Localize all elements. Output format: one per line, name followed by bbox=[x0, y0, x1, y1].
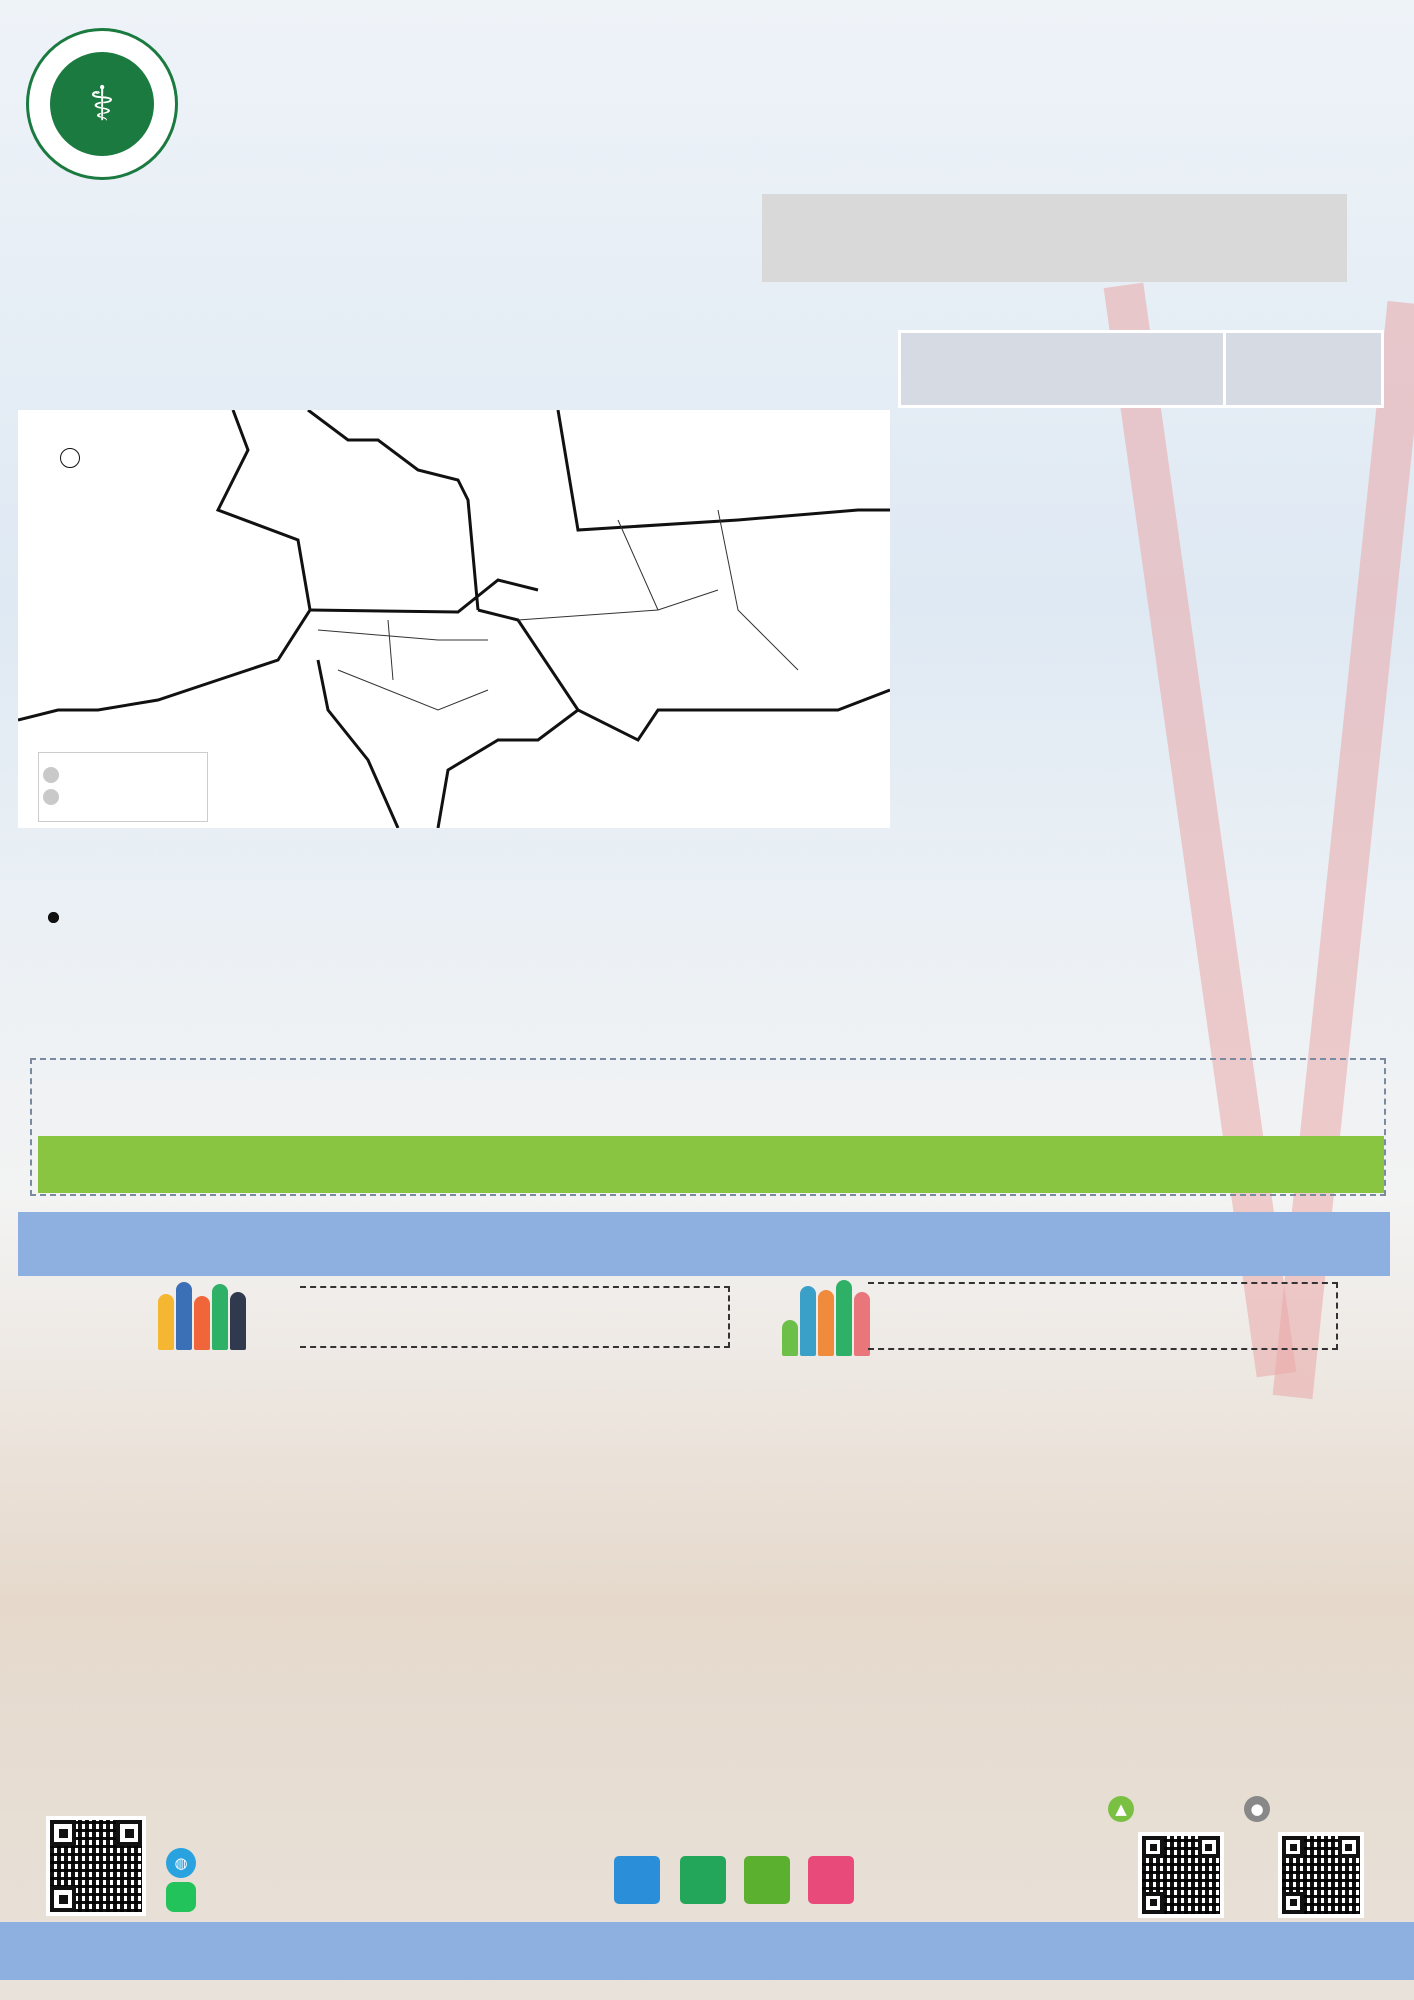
website-link[interactable] bbox=[166, 1848, 206, 1878]
pm25-station-map bbox=[18, 410, 890, 828]
hotline-digit-4 bbox=[680, 1856, 726, 1904]
top5-table bbox=[898, 330, 1384, 408]
map-note bbox=[38, 752, 208, 822]
hotline-digit-1 bbox=[614, 1856, 660, 1904]
hotline-digit-8 bbox=[808, 1856, 854, 1904]
qr-code-android[interactable] bbox=[1138, 1832, 1224, 1918]
compass-icon bbox=[40, 428, 100, 488]
footer-org-bar bbox=[0, 1922, 1414, 1980]
android-icon: ▲ bbox=[1108, 1796, 1134, 1822]
ministry-logo bbox=[26, 28, 178, 180]
line-link[interactable] bbox=[166, 1882, 206, 1912]
group-general-header bbox=[300, 1286, 730, 1348]
column-header-value bbox=[1226, 333, 1381, 405]
forecast-strip bbox=[30, 1058, 1386, 1196]
line-icon bbox=[166, 1882, 196, 1912]
station-b-icon bbox=[43, 767, 59, 783]
advice-title bbox=[18, 1212, 1390, 1276]
qr-code-ios[interactable] bbox=[1278, 1832, 1364, 1918]
risk-group-illustration bbox=[782, 1278, 870, 1356]
globe-icon: ◍ bbox=[166, 1848, 196, 1878]
apple-icon: ● bbox=[1244, 1796, 1270, 1822]
report-date bbox=[762, 194, 1347, 282]
group-risk-header bbox=[868, 1282, 1338, 1350]
station-t-icon bbox=[43, 789, 59, 805]
caduceus-icon: ⚕ bbox=[50, 52, 154, 156]
hotline-digit-7 bbox=[744, 1856, 790, 1904]
forecast-level-bar bbox=[38, 1136, 1384, 1193]
general-public-illustration bbox=[158, 1278, 246, 1350]
column-header-area bbox=[901, 333, 1223, 405]
qr-code-4health[interactable] bbox=[46, 1816, 146, 1916]
